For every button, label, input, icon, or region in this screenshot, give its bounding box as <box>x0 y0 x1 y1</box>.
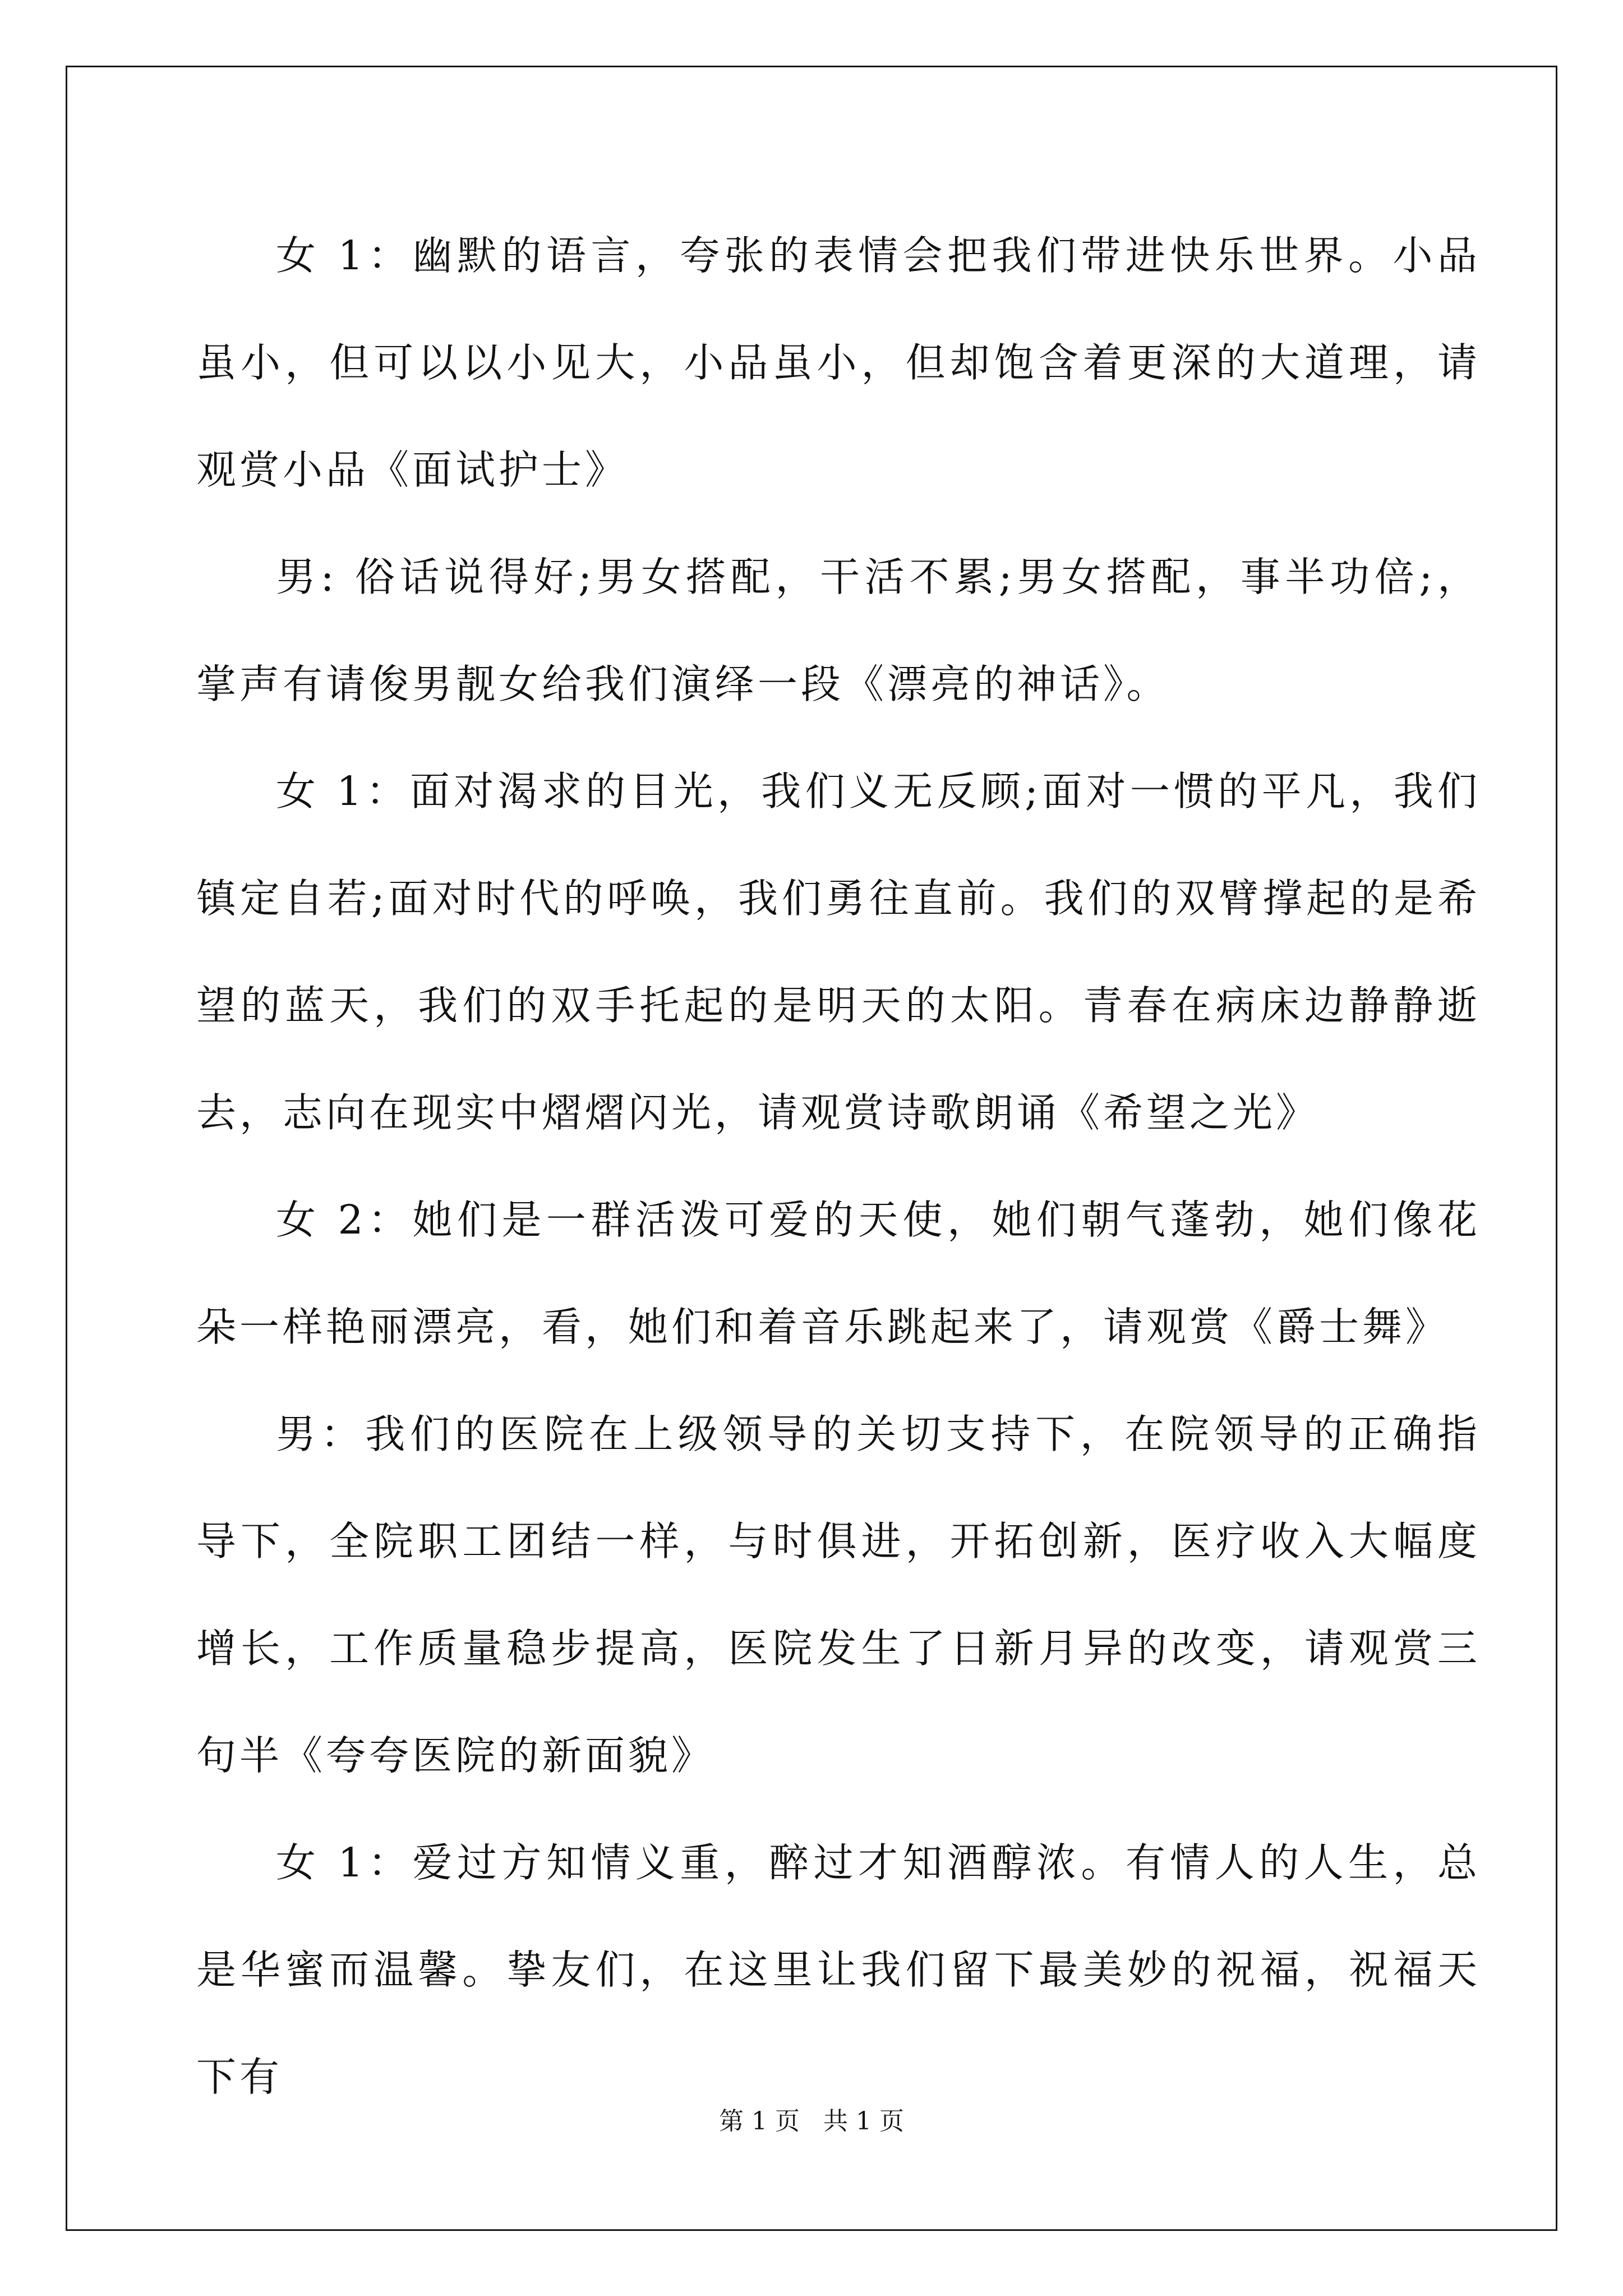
document-body <box>196 202 1481 2131</box>
paragraph-5: 男：我们的医院在上级领导的关切支持下，在院领导的正确指导下，全院职工团结一样，与时俱进，开拓创新，医疗收入大幅度增长，工作质量稳步提高，医院发生了日新月异的改变，请观赏三句半《夸夸医院的新面貌》 <box>196 1411 1481 1779</box>
paragraph-4: 女 2：她们是一群活泼可爱的天使，她们朝气蓬勃，她们像花朵一样艳丽漂亮，看，她们和着音乐跳起来了，请观赏《爵士舞》 <box>196 1197 1481 1350</box>
paragraph-2: 男: 俗话说得好;男女搭配，干活不累;男女搭配，事半功倍;，掌声有请俊男靓女给我们演绎一段《漂亮的神话》。 <box>196 554 1481 707</box>
paragraph-6: 女 1：爱过方知情义重，醉过才知酒醇浓。有情人的人生，总是华蜜而温馨。挚友们，在这里让我们留下最美妙的祝福，祝福天下有 <box>196 1839 1481 2100</box>
page-footer: 第 1 页 共 1 页 <box>719 2107 904 2136</box>
paragraph-3: 女 1：面对渴求的目光，我们义无反顾;面对一惯的平凡，我们镇定自若;面对时代的呼唤，我们勇往直前。我们的双臂撑起的是希望的蓝天，我们的双手托起的是明天的太阳。青春在病床边静静逝去，志向在现实中熠熠闪光，请观赏诗歌朗诵《希望之光》 <box>196 768 1481 1136</box>
paragraph-1: 女 1：幽默的语言，夸张的表情会把我们带进快乐世界。小品虽小，但可以以小见大，小品虽小，但却饱含着更深的大道理，请观赏小品《面试护士》 <box>196 232 1481 493</box>
